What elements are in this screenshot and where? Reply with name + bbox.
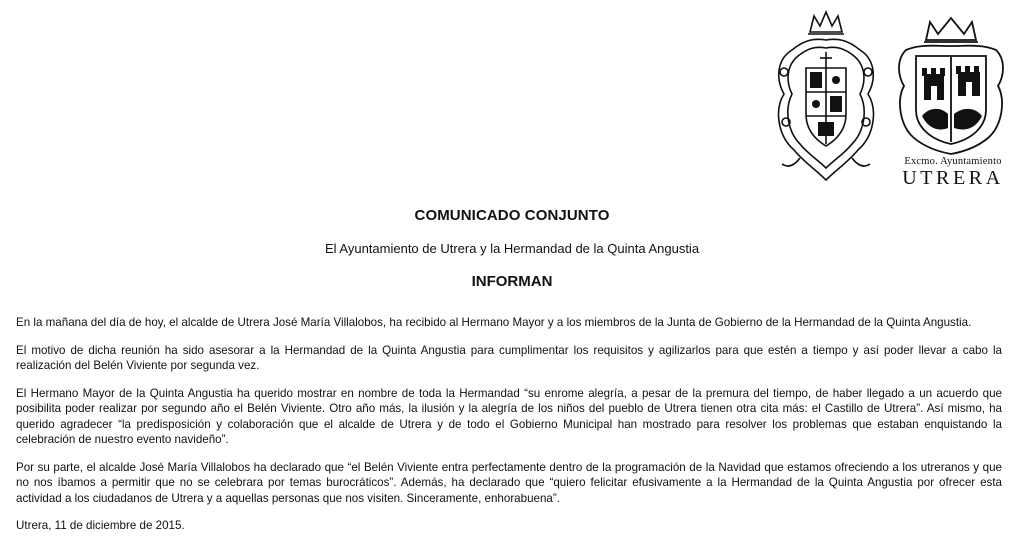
paragraph: El Hermano Mayor de la Quinta Angustia ha querido mostrar en nombre de toda la Hermandad “su enrome alegría, a pesar de la premura del tiempo, de haber llegado a un acuerdo que posibilita poder realizar por segundo año el Belén Viviente. Otro año más, la ilusión y la alegría de los niños del pueblo de Utrera tienen otra cita más: el Castillo de Utrera”. Así mismo, ha querido agradecer “la predisposición y colaboración que el alcalde de Utrera y de todo el Gobierno Municipal han mostrado para resolver los problemas que estaban enquistando la celebración de nuestro evento navideño”. [16, 386, 1002, 446]
document-body [16, 315, 1002, 546]
hermandad-crest-icon [770, 10, 882, 182]
header-crests [760, 6, 1020, 192]
document-title: COMUNICADO CONJUNTO [414, 207, 610, 224]
utrera-coat-of-arms-icon [892, 16, 1010, 156]
document-subtitle: El Ayuntamiento de Utrera y la Hermandad de la Quinta Angustia [324, 241, 700, 256]
document-heading: INFORMAN [471, 273, 553, 290]
paragraph: Por su parte, el alcalde José María Villalobos ha declarado que “el Belén Viviente entra perfectamente dentro de la programación de la Navidad que estamos ofreciendo a los utreranos y que no nos íbamos a permitir que no se celebrara por temas burocráticos”. Además, ha declarado que “quiero felicitar efusivamente a la Hermandad de la Quinta Angustia por ofrecer esta actividad a los ciudadanos de Utrera y a aquellas personas que nos visiten. Sinceramente, enhorabuena”. [16, 460, 1002, 505]
ayuntamiento-name: UTRERA [902, 167, 1004, 189]
document-date: Utrera, 11 de diciembre de 2015. [16, 519, 185, 532]
ayuntamiento-label: Excmo. Ayuntamiento [904, 156, 1002, 167]
paragraph: En la mañana del día de hoy, el alcalde de Utrera José María Villalobos, ha recibido al Hermano Mayor y a los miembros de la Junta de Gobierno de la Hermandad de la Quinta Angustia. [16, 316, 972, 329]
paragraph: El motivo de dicha reunión ha sido asesorar a la Hermandad de la Quinta Angustia para cumplimentar los requisitos y agilizarlos para que estén a tiempo y así poder llevar a cabo la realización del Belén Viviente por segunda vez. [16, 343, 1002, 372]
